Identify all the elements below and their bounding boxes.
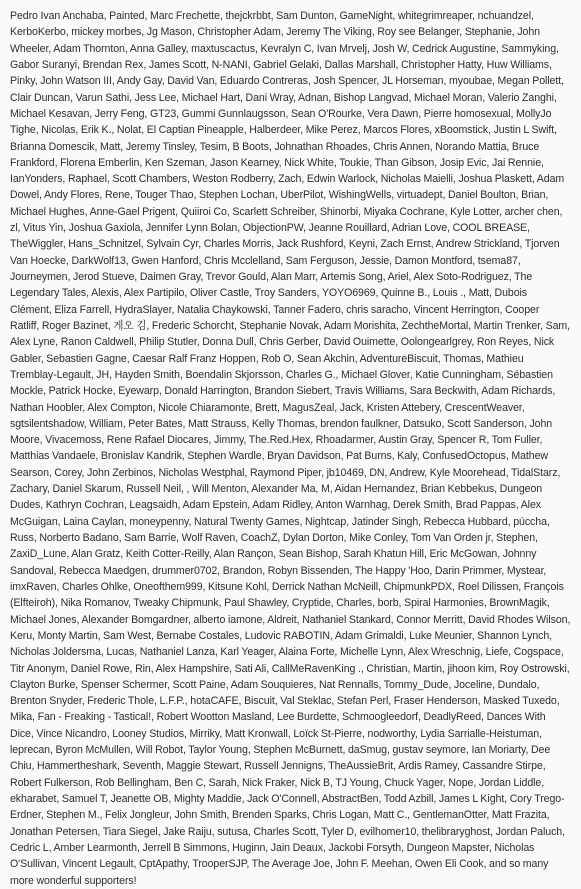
supporters-list-text: Pedro Ivan Anchaba, Painted, Marc Frechette, thejckrbbt, Sam Dunton, GameNight, whitegrimreaper, nchuandzel, KerboKerbo, mickey morbes, Jg Mason, Christopher Adam, Jeremy The Viking, Roy see Belanger, Stephanie, John Wheeler, Adam Thornton, Anna Galley, maxtuscactus, Kevralyn C, Ivan Mrvelj, Josh W, Cedrick Augustine, Sammyking, Gabor Suranyi, Brendan Rex, James Scott, N-NANI, Gabriel Gelaki, Dallas Marshall, Christopher Hatty, Huw Williams, Pinky, John Watson III, Andy Gay, David Van, Eduardo Contreras, Josh Spencer, JL Horseman, myoubae, Megan Pollett, Clair Duncan, Varun Sathi, Jess Lee, Michael Hart, Dani Wray, Adnan, Bishop Langvad, Michael Moran, Valerio Zanghi, Michael Kesavan, Jerry Feng, GT23, Gummi Gunnlaugsson, Sean O'Rourke, Vera Dawn, Pierre homosexual, MollyJo Tighe, Nicolas, Erik K., Nolat, El Captian Pineapple, Halberdeer, Mike Perez, Marcos Flores, xBoomstick, Justin L Swift, Brianna Domescik, Matt, Jeremy Tinsley, Tesim, B Boots, Johnathan Rhoades, Chris Annen, Norando Mattia, Bruce Frankford, Florena Emberlin, Ken Szeman, Jason Kearney, Nick White, Toukie, Than Gibson, Josip Evic, Jai Rennie, IanYonders, Raphael, Scott Chambers, Weston Rodberry, Zach, Edwin Warlock, Nicholas Maielli, Joshua Plaskett, Adam Dowel, Andy Flores, Rene, Touger Thao, Stephen Lochan, UberPilot, WishingWells, virtuadept, Daniel Boulton, Brian, Michael Hughes, Anne-Gael Prigent, Quiiroi Co, Scarlett Schreiber, Shinorbi, Miyaka Cochrane, Kyle Lotter, archer chen, zl, Vitus Yin, Joshua Gaxiola, Jennifer Lynn Bolan, ObjectionPW, Jeanne Rouillard, Adrian Love, COOL BREASE, TheWiggler, Hans_Schnitzel, Sylvain Cyr, Charles Morris, Jack Rushford, Keyni, Zach Ernst, Andrew Strickland, Tjorven Van Hoecke, DarkWolf13, Gwen Hanford, Chris Mcclelland, Sam Ferguson, Jessie, Damon Montford, tsema87, Journeymen, Jerod Stueve, Daimen Gray, Trevor Gould, Alan Marr, Artemis Song, Ariel, Alex Soto-Rodriguez, The Legendary Tales, Alexis, Alex Partipilo, Oliver Castle, Troy Sanders, YOYO6969, Quinne B., Louis ., Matt, Dubois Clément, Eliza Farrell, HydraSlayer, Natalia Chaykowski, Tanner Fadero, chris saracho, Vincent Herrington, Cooper Ratliff, Roger Bazinet, 게오 김, Frederic Schorcht, Stephanie Novak, Adam Morishita, ZechtheMortal, Martin Trenker, Sam, Alex Lyne, Ranon Caldwell, Philip Stutler, Donna Dull, Chris Gerber, David Ouimette, Oolongearlgrey, Ron Reyes, Nick Gabler, Sebastien Gagne, Caesar Ralf Franz Hoppen, Rob O, Sean Akchin, AdventureBiscuit, Thomas, Mathieu Tremblay-Legault, JH, Hayden Smith, Boendalin Skjorsson, Charles G., Michael Glover, Katie Cunningham, Sébastien Mockle, Patrick Hocke, Eyewarp, Donald Harrington, Brandon Siebert, Travis Williams, Sara Beckwith, Adam Richards, Nathan Hoobler, Alex Compton, Nicole Chiaramonte, Brett, MagusZeal, Jack, Kristen Attebery, CrescentWeaver, sgtsilentshadow, William, Peter Bates, Matt Strauss, Kelly Thomas, brendon faulkner, Datsuko, Scott Sanderson, John Moore, Vivacemoss, Rene Rafael Diocares, Jimmy, The.Red.Hex, Rhoadarmer, Austin Gray, Spencer R, Tom Fuller, Matthias Vandaele, Bronislav Kandrik, Stephen Wardle, Bryan Davidson, Pat Burns, Kaly, ConfusedOctopus, Mathew Searson, Corey, John Zerbinos, Nicholas Westphal, Raymond Piper, jb10469, DN, Andrew, Kyle Moorehead, TidalStarz, Zachary, Daniel Skarum, Russell Neil, , Will Menton, Alexander Ma, M, Aidan Hernandez, Brian Kebbekus, Dungeon Dudes, Kathryn Cochran, Leagsaidh, Adam Epstein, Adam Ridley, Anton Warnhag, Derek Smith, Brad Pappas, Alex McGuigan, Laina Caylan, moneypenny, Natural Twenty Games, Nightcap, Jatinder Singh, Rebecca Hubbard, púccha, Russ, Norberto Badano, Sam Barrie, Wolf Raven, CoachZ, Dylan Dorton, Mike Conley, Tom Van Orden jr, Stephen, ZaxiD_Lune, Alan Gratz, Keith Cotter-Reilly, Alan Rançon, Sean Bishop, Sarah Khatun Hill, Eric McGowan, Johnny Sandoval, Rebecca Maedgen, drummer0702, Brandon, Robyn Bissenden, The Happy 'Hoo, Darin Primmer, Mystear, imxRaven, Charles Ohlke, Oneofthem999, Kitsune Kohl, Derrick Nathan McNeill, ChipmunkPDX, Roel Dilissen, François (Elfteiroh), Nika Romanov, Tweaky Chipmunk, Paul Shawley, Cryptide, Charles, borb, Spiral Harmonies, BrownMagik, Michael Jones, Alexander Bomgardner, alberto iamone, Aldreit, Nathaniel Stankard, Connor Merritt, David Rhodes Wilson, Keru, Monty Martin, Sam West, Bernabe Costales, Ludovic RABOTIN, Adam Grimaldi, Luke Meunier, Shannon Lynch, Nicholas Joldersma, Lucas, Nathaniel Lanza, Karl Yeager, Alaina Forte, Michelle Lynn, Alex Wreschnig, Liefe, Cogspace, Titr Anonym, Daniel Rowe, Rin, Alex Hampshire, Sati Ali, CallMeRavenKing ., Christian, Martin, jihoon kim, Roy Ostrowski, Clayton Burke, Spenser Schermer, Scott Paine, Adam Souquieres, Nat Rennalls, Tommy_Dude, Joceline, Dundalo, Brenton Snyder, Frederic Thole, L.F.P., hotaCAFE, Biscuit, Val Steklac, Stefan Perl, Fraser Henderson, Masked Tuxedo, Mika, Fan - Freaking - Tastical!, Robert Wootton Masland, Lee Burdette, Schmoogleedorf, DeadlyReed, Dances With Dice, Vince Nicandro, Looney Studios, Mirriky, Matt Kronwall, Loïck St-Pierre, nodworthy, Lydia Sarrialle-Heistuman, leprecan, Byron McMullen, Will Robot, Taylor Young, Stephen McBurnett, daSmug, gustav seymore, Ian Moriarty, Dee Chiu, Hammertheshark, Seventh, Maggie Stewart, Russell Jennigns, TheAussieBrit, Ardis Ramey, Cassandre Stirpe, Robert Fulkerson, Rob Bellingham, Ben C, Sarah, Nick Fraker, Nick B, TJ Young, Chuck Yager, Nope, Jordan Liddle, ekharabet, Samuel T, Jeanette OB, Mighty Maddie, Jack O'Connell, AbstractBen, Todd Azbill, James L Kight, Cory Trego-Erdner, Stephen M., Felix Jongleur, John Smith, Brenden Sparks, Chris Logan, Matt C., GentlemanOtter, Matt Frazita, Jonathan Petersen, Tiara Siegel, Jake Raiju, sutusa, Charles Scott, Tyler D, evilhomer10, thelibraryghost, Jordan Paluch, Cedric L, Amber Learmonth, Jerrell B Simmons, Huginn, Jain Deaux, Jackobi Forsyth, Dungeon Mapster, Nicholas O'Sullivan, Vincent Legault, CptApathy, TrooperSJP, The Average Joe, John F. Meehan, Owen Eli Cook, and so many more wonderful supporters! [10, 10, 571, 887]
